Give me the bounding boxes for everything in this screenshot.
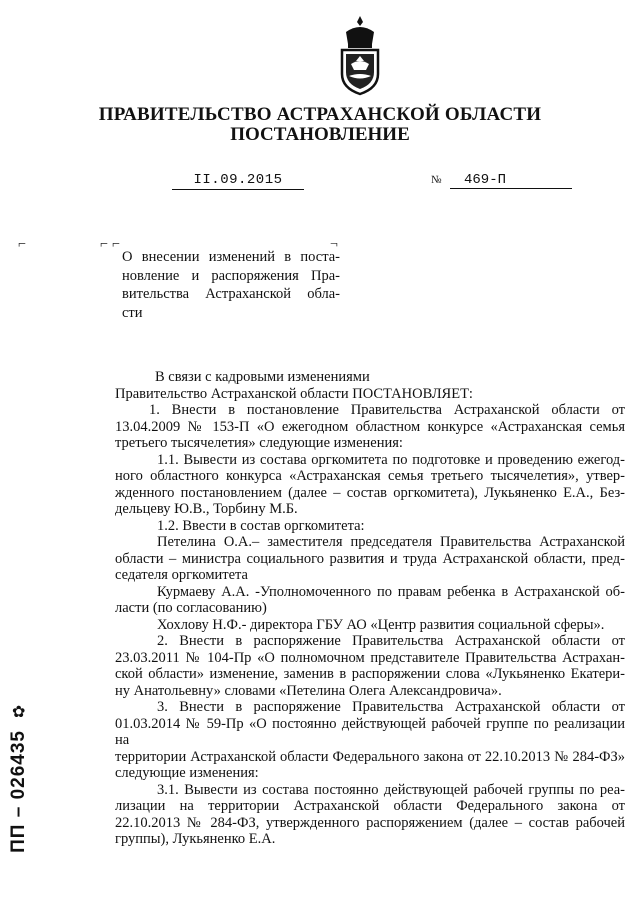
coat-of-arms-icon	[336, 14, 384, 96]
document-date: II.09.2015	[172, 172, 304, 190]
paragraph-member-petelin: Петелина О.А.– заместителя председателя Правительства Астраханской области – министра социального развития и труда Астраханской области, пред- седателя оргкомитета	[115, 534, 625, 583]
paragraph-item-2: 2. Внести в распоряжение Правительства Астраханской области от 23.03.2011 № 104-Пр «О полномочном представителе Правительства Астрахан- ской области» изменение, заменив в распоряжении слова «Лукьяненко Екатери- ну Анатольевну» словами «Петелина Олега Александровича».	[115, 633, 625, 699]
paragraph-preamble: В связи с кадровыми изменениями Правительство Астраханской области ПОСТАНОВЛЯЕТ:	[115, 369, 473, 402]
subject-line: вительства Астраханской обла-	[122, 286, 340, 302]
corner-mark-subject-right: ¬	[330, 237, 338, 252]
subject-line: сти	[122, 304, 143, 321]
doc-type: ПОСТАНОВЛЕНИЕ	[230, 124, 410, 145]
paragraph-item-1-1: 1.1. Вывести из состава оргкомитета по подготовке и проведению ежегод- ного областного конкурса «Астраханская семья третьего тысячелетия», утвер- жденного постановлением (далее – состав оргкомитета), Лукьяненко Е.А., Без- дельцеву Ю.В., Торбину М.Б.	[115, 451, 625, 517]
paragraph-item-3: 3. Внести в распоряжение Правительства Астраханской области от 01.03.2014 № 59-Пр «О постоянно действующей рабочей группе по реализации на территории Астраханской области Федерального закона от 22.10.2013 № 284-ФЗ» следующие изменения:	[115, 699, 625, 781]
paragraph-member-kurmaeva: Курмаеву А.А. -Уполномоченного по правам ребенка в Астраханской об- ласти (по согласованию)	[115, 583, 625, 616]
paragraph-item-1-2: 1.2. Ввести в состав оргкомитета:	[157, 517, 365, 534]
flower-mark-icon: ✿	[12, 704, 26, 721]
org-title: ПРАВИТЕЛЬСТВО АСТРАХАНСКОЙ ОБЛАСТИ	[98, 104, 542, 125]
paragraph-member-khokhlova: Хохлову Н.Ф.- директора ГБУ АО «Центр развития социальной сферы».	[157, 616, 605, 633]
document-body	[115, 369, 625, 848]
subject-block	[122, 248, 340, 322]
subject-line: О внесении изменений в поста-	[122, 249, 340, 265]
corner-mark-subject-left: ⌐	[100, 237, 108, 252]
paragraph-item-3-1: 3.1. Вывести из состава постоянно действующей рабочей группы по реа- лизации на территории Астраханской области Федерального закона от 22.10.2013 № 284-ФЗ, утвержденного распоряжением (далее – состав рабочей группы), Лукьяненко Е.А.	[115, 781, 625, 847]
stamp-number: ПП – 026435	[8, 730, 29, 853]
paragraph-item-1: 1. Внести в постановление Правительства Астраханской области от 13.04.2009 № 153-П «О ежегодном областном конкурсе «Астраханская семья третьего тысячелетия» следующие изменения:	[115, 402, 625, 451]
corner-mark-subject-left-2: ⌐	[112, 237, 120, 252]
corner-mark-left: ⌐	[18, 237, 26, 252]
document-number: 469-П	[450, 172, 572, 189]
subject-line: новление и распоряжения Пра-	[122, 267, 340, 284]
registration-stamp	[2, 700, 36, 890]
number-sign: №	[431, 174, 442, 186]
